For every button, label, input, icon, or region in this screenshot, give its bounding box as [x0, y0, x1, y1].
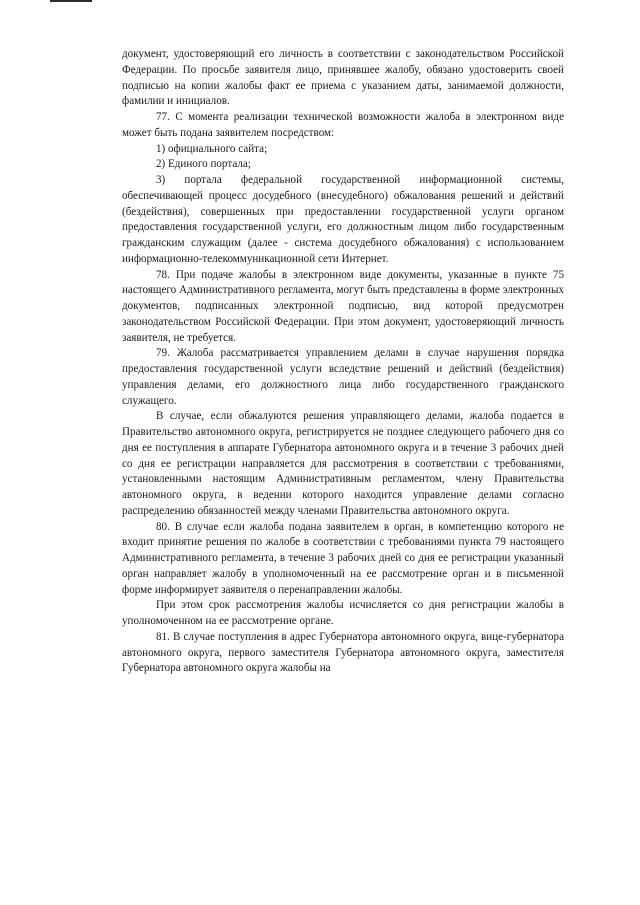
- paragraph-80-continuation: При этом срок рассмотрения жалобы исчисляется со дня регистрации жалобы в уполномоченном на ее рассмотрение органе.: [122, 599, 564, 627]
- document-body: [122, 47, 564, 677]
- paragraph-77: 77. С момента реализации технической возможности жалоба в электронном виде может быть подана заявителем посредством:: [122, 111, 564, 139]
- list-item-3: 3) портала федеральной государственной информационной системы, обеспечивающей процесс досудебного (внесудебного) обжалования решений и действий (бездействия), совершенных при предоставлении государственной услуги органом предоставления государственной услуги, его должностным лицом либо государственным гражданским служащим (далее - система досудебного обжалования) с использованием информационно-телекоммуникационной сети Интернет.: [122, 174, 564, 265]
- paragraph-79: 79. Жалоба рассматривается управлением делами в случае нарушения порядка предоставления государственной услуги вследствие решений и действий (бездействия) управления делами, его должностного лица либо государственного гражданского служащего.: [122, 347, 564, 407]
- list-item-2: 2) Единого портала;: [156, 158, 251, 171]
- paragraph-79-continuation: В случае, если обжалуются решения управляющего делами, жалоба подается в Правительство автономного округа, регистрируется не позднее следующего рабочего дня со дня ее поступления в аппарате Губернатора автономного округа и в течение 3 рабочих дней со дня ее регистрации направляется для рассмотрения в соответствии с требованиями, установленными настоящим Административным регламентом, члену Правительства автономного округа, в ведении которого находится управление делами согласно распределению обязанностей между членами Правительства автономного округа.: [122, 410, 564, 517]
- paragraph-81: 81. В случае поступления в адрес Губернатора автономного округа, вице-губернатора автономного округа, первого заместителя Губернатора автономного округа, заместителя Губернатора автономного округа жалобы на: [122, 630, 564, 675]
- paragraph-80: 80. В случае если жалоба подана заявителем в орган, в компетенцию которого не входит принятие решения по жалобе в соответствии с требованиями пункта 79 настоящего Административного регламента, в течение 3 рабочих дней со дня ее регистрации указанный орган направляет жалобу в уполномоченный на ее рассмотрение орган и в письменной форме информирует заявителя о перенаправлении жалобы.: [122, 520, 564, 596]
- paragraph-78: 78. При подаче жалобы в электронном виде документы, указанные в пункте 75 настоящего Административного регламента, могут быть представлены в форме электронных документов, подписанных электронной подписью, вид которой предусмотрен законодательством Российской Федерации. При этом документ, удостоверяющий личность заявителя, не требуется.: [122, 268, 564, 344]
- paragraph-continuation: документ, удостоверяющий его личность в соответствии с законодательством Российской Федерации. По просьбе заявителя лицо, принявшее жалобу, обязано удостоверить своей подписью на копии жалобы факт ее приема с указанием даты, занимаемой должности, фамилии и инициалов.: [122, 48, 564, 108]
- list-item-1: 1) официального сайта;: [156, 142, 268, 155]
- top-edge-mark: [50, 0, 92, 2]
